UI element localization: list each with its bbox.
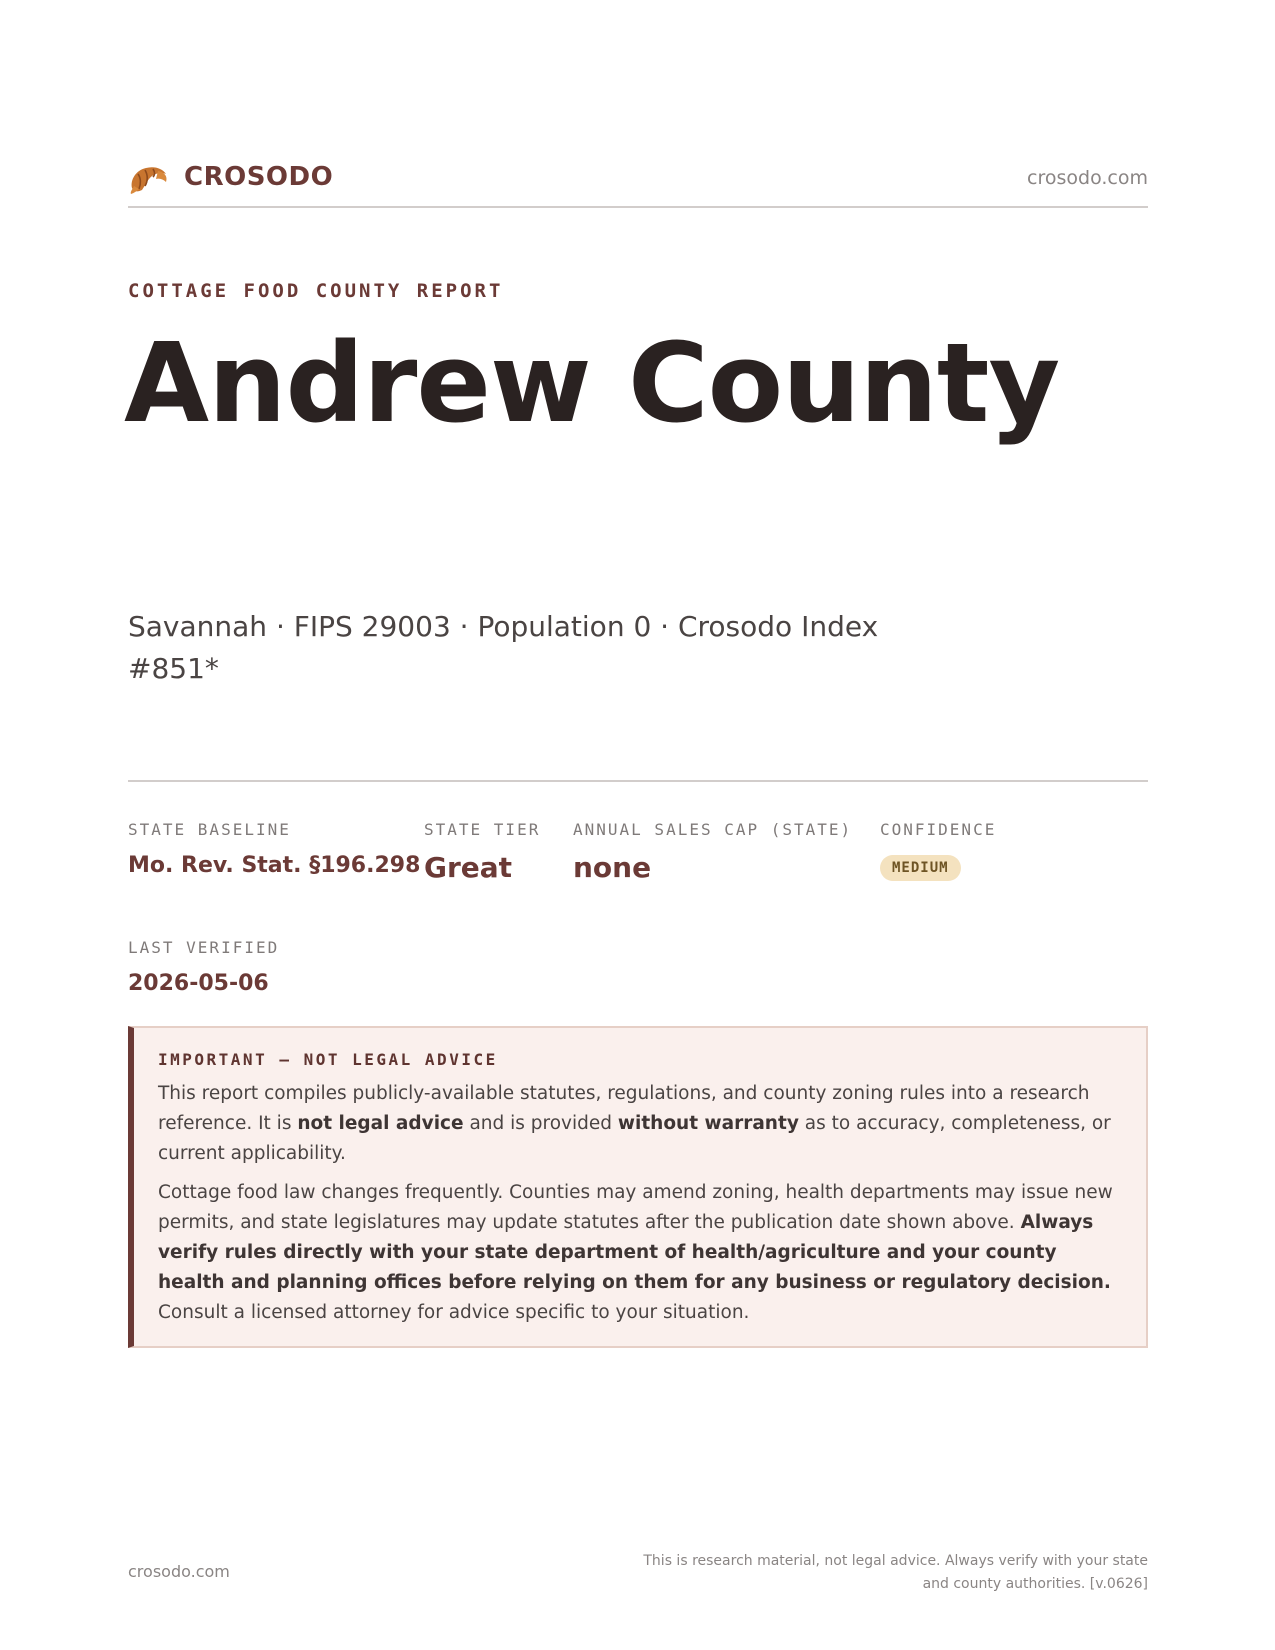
- notice-paragraph: [158, 1178, 1120, 1328]
- stat-value: Great: [424, 851, 513, 884]
- stat-sales-cap: [573, 820, 852, 884]
- notice-text: and is provided: [463, 1113, 618, 1134]
- footer-disclaimer-line: This is research material, not legal advice. Always verify with your state: [643, 1553, 1148, 1569]
- stat-state-tier: [424, 820, 540, 884]
- notice-text: as to accuracy, completeness, or current applicability.: [158, 1113, 1111, 1164]
- brand-name: CROSODO: [184, 162, 334, 192]
- stat-label: STATE TIER: [424, 820, 541, 839]
- stat-value: none: [573, 851, 652, 884]
- section-divider: [128, 780, 1148, 782]
- notice-text: Consult a licensed attorney for advice specific to your situation.: [158, 1302, 750, 1323]
- notice-title: IMPORTANT — NOT LEGAL ADVICE: [158, 1050, 498, 1069]
- notice-emphasis: not legal advice: [297, 1113, 464, 1134]
- report-kicker: COTTAGE FOOD COUNTY REPORT: [128, 280, 504, 302]
- legal-notice: [128, 1026, 1148, 1348]
- confidence-badge: MEDIUM: [880, 855, 961, 881]
- stat-label: STATE BASELINE: [128, 820, 291, 839]
- report-subtitle: Savannah · FIPS 29003 · Population 0 · Crosodo Index #851*: [128, 610, 879, 685]
- page-header: [128, 158, 1148, 208]
- notice-text: Cottage food law changes frequently. Counties may amend zoning, health departments may issue new permits, and state legislatures may update statutes after the publication date shown above.: [158, 1182, 1113, 1233]
- notice-emphasis: Always verify rules directly with your state department of health/agriculture and your county health and planning offices before relying on them for any business or regulatory decision.: [158, 1212, 1111, 1293]
- stat-label: CONFIDENCE: [880, 820, 997, 839]
- footer-disclaimer-line: and county authorities. [v.0626]: [922, 1576, 1148, 1592]
- report-page: [124, 0, 1148, 1650]
- stat-confidence: [880, 820, 996, 881]
- stat-label: LAST VERIFIED: [128, 938, 280, 957]
- notice-emphasis: without warranty: [617, 1113, 799, 1134]
- site-link[interactable]: crosodo.com: [1027, 167, 1148, 189]
- stat-value: 2026-05-06: [128, 971, 269, 996]
- croissant-icon: [128, 162, 170, 196]
- stat-state-baseline: [128, 820, 420, 878]
- stat-label: ANNUAL SALES CAP (STATE): [573, 820, 853, 839]
- footer-disclaimer: [588, 1550, 1148, 1596]
- notice-text: This report compiles publicly-available statutes, regulations, and county zoning rules into a research reference. It is: [158, 1083, 1090, 1134]
- stat-last-verified: [128, 938, 279, 996]
- footer-site: crosodo.com: [128, 1562, 230, 1581]
- notice-paragraph: [158, 1079, 1120, 1169]
- page-title: Andrew County: [124, 319, 1060, 447]
- stat-value: Mo. Rev. Stat. §196.298: [128, 853, 421, 878]
